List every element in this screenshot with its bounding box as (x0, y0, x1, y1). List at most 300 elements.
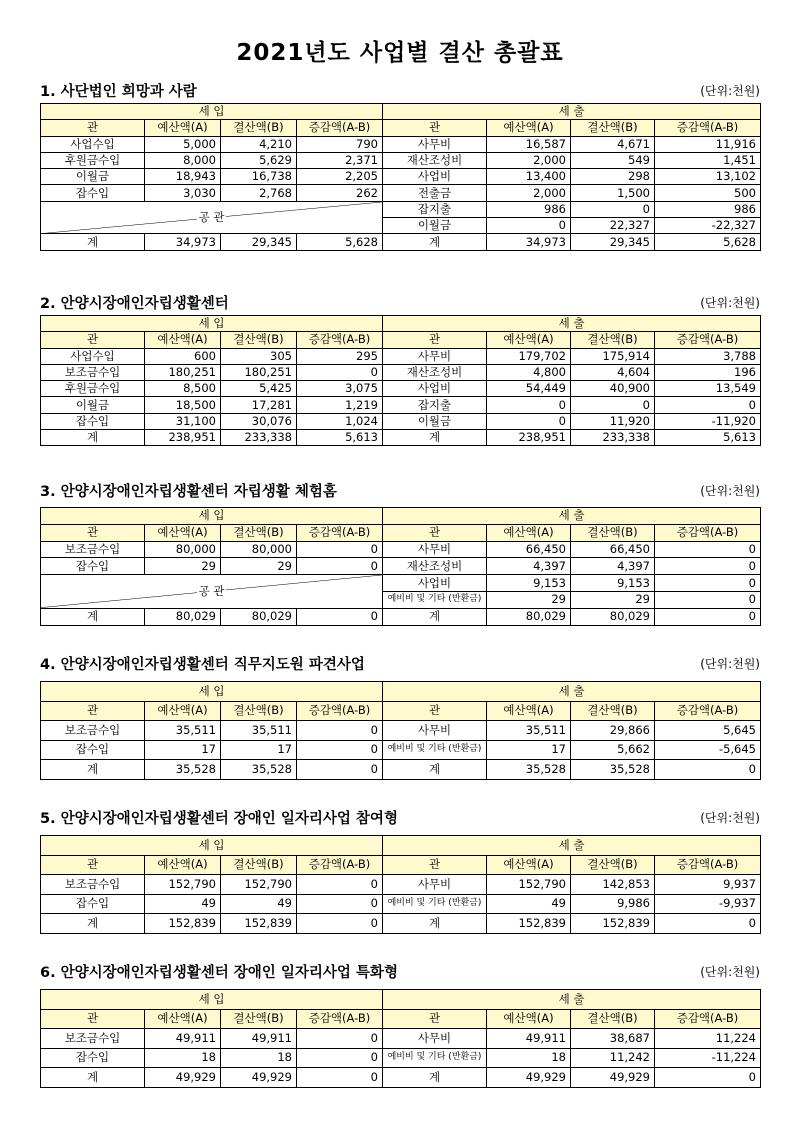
expense-difference: 500 (655, 185, 761, 201)
table-row (41, 397, 761, 413)
column-header: 증감액(A-B) (297, 1009, 383, 1029)
table-row (41, 558, 761, 575)
income-category: 보조금수입 (41, 541, 145, 558)
expense-settlement: 175,914 (571, 348, 655, 364)
income-difference: 1,024 (297, 413, 383, 429)
income-total-label: 계 (41, 760, 145, 780)
expense-total-difference: 5,628 (655, 234, 761, 250)
income-category: 보조금수입 (41, 875, 145, 895)
income-settlement: 5,425 (221, 381, 297, 397)
expense-difference: -11,920 (655, 413, 761, 429)
unit-label: (단위:천원) (700, 657, 760, 671)
income-category: 잡수입 (41, 558, 145, 575)
expense-difference: 0 (655, 558, 761, 575)
income-settlement: 305 (221, 348, 297, 364)
column-header: 예산액(A) (145, 1009, 221, 1029)
income-category: 잡수입 (41, 413, 145, 429)
column-header: 예산액(A) (487, 332, 571, 348)
column-header: 결산액(B) (221, 1009, 297, 1029)
expense-difference: 3,788 (655, 348, 761, 364)
settlement-table (40, 989, 761, 1088)
column-header: 예산액(A) (145, 332, 221, 348)
expense-budget: 152,790 (487, 875, 571, 895)
settlement-table (40, 507, 761, 626)
total-row (41, 430, 761, 446)
total-row (41, 1068, 761, 1088)
total-row (41, 914, 761, 934)
expense-category: 사무비 (383, 721, 487, 741)
expense-category: 사무비 (383, 136, 487, 152)
income-group-header: 세 입 (41, 682, 383, 702)
column-header: 예산액(A) (487, 1009, 571, 1029)
expense-difference: -9,937 (655, 894, 761, 914)
table-row (41, 875, 761, 895)
income-total-settlement: 80,029 (221, 608, 297, 625)
table-row (41, 541, 761, 558)
expense-budget: 29 (487, 591, 571, 608)
expense-budget: 4,800 (487, 364, 571, 380)
expense-difference: 0 (655, 591, 761, 608)
table-row (41, 169, 761, 185)
income-difference: 0 (297, 541, 383, 558)
expense-total-settlement: 35,528 (571, 760, 655, 780)
income-settlement: 4,210 (221, 136, 297, 152)
column-header: 예산액(A) (487, 855, 571, 875)
column-header: 증감액(A-B) (297, 524, 383, 541)
income-difference: 0 (297, 875, 383, 895)
income-budget: 35,511 (145, 721, 221, 741)
section-title: 3. 안양시장애인자립생활센터 자립생활 체험홈 (40, 484, 337, 500)
expense-category: 재산조성비 (383, 558, 487, 575)
income-settlement: 17 (221, 740, 297, 760)
income-settlement: 17,281 (221, 397, 297, 413)
income-total-label: 계 (41, 914, 145, 934)
column-header-row (41, 701, 761, 721)
column-header: 결산액(B) (221, 855, 297, 875)
expense-category: 사업비 (383, 575, 487, 592)
expense-group-header: 세 출 (383, 682, 761, 702)
income-group-header: 세 입 (41, 990, 383, 1010)
income-settlement: 80,000 (221, 541, 297, 558)
column-header: 증감액(A-B) (655, 1009, 761, 1029)
table-row (41, 348, 761, 364)
unit-label: (단위:천원) (700, 296, 760, 310)
income-budget: 600 (145, 348, 221, 364)
expense-category: 예비비 및 기타 (반환금) (383, 740, 487, 760)
expense-budget: 9,153 (487, 575, 571, 592)
income-total-budget: 152,839 (145, 914, 221, 934)
expense-settlement: 38,687 (571, 1029, 655, 1049)
column-header: 관 (383, 524, 487, 541)
expense-difference: 13,549 (655, 381, 761, 397)
column-header: 결산액(B) (221, 120, 297, 136)
income-budget: 180,251 (145, 364, 221, 380)
expense-difference: 0 (655, 541, 761, 558)
table-row (41, 413, 761, 429)
income-settlement: 16,738 (221, 169, 297, 185)
expense-category: 사무비 (383, 348, 487, 364)
column-header: 증감액(A-B) (655, 524, 761, 541)
income-difference: 0 (297, 1029, 383, 1049)
unit-label: (단위:천원) (700, 811, 760, 825)
expense-settlement: 142,853 (571, 875, 655, 895)
column-header: 결산액(B) (571, 524, 655, 541)
expense-difference: 11,224 (655, 1029, 761, 1049)
expense-budget: 13,400 (487, 169, 571, 185)
income-category: 보조금수입 (41, 721, 145, 741)
income-settlement: 29 (221, 558, 297, 575)
column-header: 관 (383, 855, 487, 875)
expense-difference: -5,645 (655, 740, 761, 760)
expense-category: 예비비 및 기타 (반환금) (383, 894, 487, 914)
expense-settlement: 29,866 (571, 721, 655, 741)
expense-difference: 13,102 (655, 169, 761, 185)
expense-settlement: 9,986 (571, 894, 655, 914)
column-header: 관 (383, 1009, 487, 1029)
expense-budget: 0 (487, 218, 571, 234)
column-header: 결산액(B) (571, 332, 655, 348)
table-row (41, 740, 761, 760)
section-title: 2. 안양시장애인자립생활센터 (40, 296, 229, 312)
income-budget: 152,790 (145, 875, 221, 895)
table-row (41, 201, 761, 217)
column-header: 예산액(A) (145, 524, 221, 541)
expense-settlement: 5,662 (571, 740, 655, 760)
expense-budget: 35,511 (487, 721, 571, 741)
column-header: 결산액(B) (221, 701, 297, 721)
income-group-header: 세 입 (41, 316, 383, 332)
expense-difference: -22,327 (655, 218, 761, 234)
expense-difference: 0 (655, 397, 761, 413)
expense-settlement: 22,327 (571, 218, 655, 234)
group-header-row (41, 508, 761, 525)
table-row (41, 381, 761, 397)
expense-category: 사업비 (383, 381, 487, 397)
expense-group-header: 세 출 (383, 836, 761, 856)
expense-settlement: 1,500 (571, 185, 655, 201)
section-title: 4. 안양시장애인자립생활센터 직무지도원 파견사업 (40, 657, 365, 673)
expense-category: 잡지출 (383, 397, 487, 413)
income-settlement: 18 (221, 1048, 297, 1068)
column-header: 결산액(B) (571, 1009, 655, 1029)
unit-label: (단위:천원) (700, 84, 760, 98)
group-header-row (41, 104, 761, 120)
income-category: 사업수입 (41, 136, 145, 152)
table-row (41, 185, 761, 201)
income-total-budget: 34,973 (145, 234, 221, 250)
expense-total-label: 계 (383, 234, 487, 250)
income-settlement: 49,911 (221, 1029, 297, 1049)
income-total-difference: 5,613 (297, 430, 383, 446)
expense-group-header: 세 출 (383, 104, 761, 120)
expense-total-settlement: 233,338 (571, 430, 655, 446)
expense-budget: 179,702 (487, 348, 571, 364)
expense-settlement: 29 (571, 591, 655, 608)
expense-total-difference: 0 (655, 608, 761, 625)
expense-budget: 54,449 (487, 381, 571, 397)
expense-total-budget: 49,929 (487, 1068, 571, 1088)
unit-label: (단위:천원) (700, 965, 760, 979)
section-header (40, 807, 760, 829)
expense-difference: 5,645 (655, 721, 761, 741)
section-header (40, 480, 760, 502)
expense-budget: 0 (487, 413, 571, 429)
income-total-settlement: 233,338 (221, 430, 297, 446)
income-category: 사업수입 (41, 348, 145, 364)
column-header: 관 (41, 332, 145, 348)
column-header-row (41, 1009, 761, 1029)
expense-budget: 49,911 (487, 1029, 571, 1049)
income-difference: 3,075 (297, 381, 383, 397)
expense-difference: 986 (655, 201, 761, 217)
income-settlement: 152,790 (221, 875, 297, 895)
income-category: 이월금 (41, 169, 145, 185)
expense-budget: 0 (487, 397, 571, 413)
expense-total-label: 계 (383, 914, 487, 934)
income-budget: 49 (145, 894, 221, 914)
expense-settlement: 298 (571, 169, 655, 185)
income-budget: 3,030 (145, 185, 221, 201)
expense-budget: 16,587 (487, 136, 571, 152)
income-settlement: 49 (221, 894, 297, 914)
blank-cell-label: 공 관 (198, 583, 225, 598)
section-title: 6. 안양시장애인자립생활센터 장애인 일자리사업 특화형 (40, 965, 398, 981)
expense-category: 사무비 (383, 541, 487, 558)
total-row (41, 760, 761, 780)
column-header: 증감액(A-B) (297, 701, 383, 721)
expense-settlement: 40,900 (571, 381, 655, 397)
expense-difference: 0 (655, 575, 761, 592)
expense-settlement: 4,671 (571, 136, 655, 152)
income-difference: 2,205 (297, 169, 383, 185)
expense-category: 재산조성비 (383, 364, 487, 380)
column-header: 관 (383, 120, 487, 136)
income-total-label: 계 (41, 234, 145, 250)
blank-cell (41, 201, 383, 234)
expense-settlement: 9,153 (571, 575, 655, 592)
income-difference: 1,219 (297, 397, 383, 413)
expense-settlement: 0 (571, 201, 655, 217)
expense-budget: 2,000 (487, 185, 571, 201)
income-category: 잡수입 (41, 740, 145, 760)
blank-cell-label: 공 관 (198, 210, 225, 225)
expense-settlement: 549 (571, 152, 655, 168)
income-budget: 5,000 (145, 136, 221, 152)
income-budget: 31,100 (145, 413, 221, 429)
income-difference: 0 (297, 558, 383, 575)
income-category: 후원금수입 (41, 152, 145, 168)
income-category: 잡수입 (41, 185, 145, 201)
section-1 (40, 80, 760, 249)
column-header: 관 (41, 1009, 145, 1029)
column-header-row (41, 524, 761, 541)
column-header: 예산액(A) (145, 120, 221, 136)
expense-budget: 2,000 (487, 152, 571, 168)
column-header: 관 (383, 332, 487, 348)
total-row (41, 234, 761, 250)
section-header (40, 80, 760, 102)
column-header: 결산액(B) (221, 332, 297, 348)
column-header: 예산액(A) (487, 120, 571, 136)
expense-total-label: 계 (383, 430, 487, 446)
table-row (41, 1048, 761, 1068)
expense-difference: 1,451 (655, 152, 761, 168)
income-group-header: 세 입 (41, 836, 383, 856)
income-total-difference: 0 (297, 760, 383, 780)
expense-total-budget: 34,973 (487, 234, 571, 250)
income-settlement: 2,768 (221, 185, 297, 201)
income-total-budget: 80,029 (145, 608, 221, 625)
settlement-table (40, 315, 761, 446)
table-row (41, 1029, 761, 1049)
income-budget: 18,943 (145, 169, 221, 185)
unit-label: (단위:천원) (700, 484, 760, 498)
expense-budget: 4,397 (487, 558, 571, 575)
expense-budget: 18 (487, 1048, 571, 1068)
column-header: 증감액(A-B) (297, 332, 383, 348)
expense-total-label: 계 (383, 608, 487, 625)
expense-total-difference: 0 (655, 1068, 761, 1088)
income-total-budget: 238,951 (145, 430, 221, 446)
expense-category: 잡지출 (383, 201, 487, 217)
table-row (41, 721, 761, 741)
income-total-budget: 35,528 (145, 760, 221, 780)
expense-total-settlement: 29,345 (571, 234, 655, 250)
income-settlement: 30,076 (221, 413, 297, 429)
income-difference: 0 (297, 721, 383, 741)
expense-difference: 11,916 (655, 136, 761, 152)
group-header-row (41, 836, 761, 856)
column-header-row (41, 332, 761, 348)
group-header-row (41, 682, 761, 702)
income-category: 잡수입 (41, 894, 145, 914)
total-row (41, 608, 761, 625)
expense-total-settlement: 49,929 (571, 1068, 655, 1088)
expense-total-settlement: 152,839 (571, 914, 655, 934)
expense-category: 이월금 (383, 413, 487, 429)
expense-total-budget: 80,029 (487, 608, 571, 625)
column-header: 결산액(B) (571, 120, 655, 136)
expense-budget: 66,450 (487, 541, 571, 558)
income-total-label: 계 (41, 430, 145, 446)
income-total-difference: 0 (297, 1068, 383, 1088)
section-header (40, 653, 760, 675)
column-header: 증감액(A-B) (655, 120, 761, 136)
income-settlement: 35,511 (221, 721, 297, 741)
expense-settlement: 11,242 (571, 1048, 655, 1068)
income-total-settlement: 29,345 (221, 234, 297, 250)
income-category: 보조금수입 (41, 1029, 145, 1049)
column-header: 관 (383, 701, 487, 721)
income-category: 이월금 (41, 397, 145, 413)
income-difference: 0 (297, 740, 383, 760)
expense-settlement: 11,920 (571, 413, 655, 429)
expense-difference: 9,937 (655, 875, 761, 895)
income-budget: 8,000 (145, 152, 221, 168)
column-header: 결산액(B) (571, 701, 655, 721)
expense-settlement: 66,450 (571, 541, 655, 558)
column-header: 증감액(A-B) (297, 855, 383, 875)
settlement-table (40, 681, 761, 780)
expense-total-settlement: 80,029 (571, 608, 655, 625)
expense-budget: 49 (487, 894, 571, 914)
column-header: 증감액(A-B) (655, 701, 761, 721)
section-3 (40, 480, 760, 624)
expense-category: 사무비 (383, 875, 487, 895)
expense-settlement: 4,604 (571, 364, 655, 380)
income-total-settlement: 49,929 (221, 1068, 297, 1088)
expense-total-budget: 152,839 (487, 914, 571, 934)
expense-category: 예비비 및 기타 (반환금) (383, 1048, 487, 1068)
expense-settlement: 0 (571, 397, 655, 413)
column-header-row (41, 855, 761, 875)
income-total-budget: 49,929 (145, 1068, 221, 1088)
table-row (41, 894, 761, 914)
expense-budget: 986 (487, 201, 571, 217)
group-header-row (41, 990, 761, 1010)
income-budget: 17 (145, 740, 221, 760)
expense-category: 사무비 (383, 1029, 487, 1049)
document-title: 2021년도 사업별 결산 총괄표 (236, 40, 564, 66)
expense-category: 재산조성비 (383, 152, 487, 168)
expense-group-header: 세 출 (383, 508, 761, 525)
column-header: 결산액(B) (221, 524, 297, 541)
section-2 (40, 292, 760, 445)
section-header (40, 292, 760, 314)
income-total-settlement: 35,528 (221, 760, 297, 780)
section-title: 1. 사단법인 희망과 사람 (40, 84, 197, 100)
income-difference: 2,371 (297, 152, 383, 168)
expense-budget: 17 (487, 740, 571, 760)
income-total-difference: 0 (297, 914, 383, 934)
income-budget: 8,500 (145, 381, 221, 397)
column-header: 관 (41, 855, 145, 875)
income-total-label: 계 (41, 608, 145, 625)
income-budget: 49,911 (145, 1029, 221, 1049)
table-row (41, 136, 761, 152)
section-header (40, 961, 760, 983)
income-difference: 295 (297, 348, 383, 364)
table-row (41, 364, 761, 380)
section-5 (40, 807, 760, 930)
income-total-settlement: 152,839 (221, 914, 297, 934)
income-category: 보조금수입 (41, 364, 145, 380)
group-header-row (41, 316, 761, 332)
column-header: 증감액(A-B) (655, 855, 761, 875)
income-difference: 790 (297, 136, 383, 152)
income-difference: 262 (297, 185, 383, 201)
expense-category: 예비비 및 기타 (반환금) (383, 591, 487, 608)
expense-category: 사업비 (383, 169, 487, 185)
column-header: 증감액(A-B) (297, 120, 383, 136)
column-header: 예산액(A) (145, 701, 221, 721)
column-header: 예산액(A) (487, 524, 571, 541)
expense-total-difference: 5,613 (655, 430, 761, 446)
income-budget: 80,000 (145, 541, 221, 558)
expense-total-label: 계 (383, 1068, 487, 1088)
column-header: 관 (41, 524, 145, 541)
expense-settlement: 4,397 (571, 558, 655, 575)
expense-category: 이월금 (383, 218, 487, 234)
income-difference: 0 (297, 364, 383, 380)
expense-total-difference: 0 (655, 914, 761, 934)
column-header: 관 (41, 701, 145, 721)
expense-difference: 196 (655, 364, 761, 380)
income-difference: 0 (297, 1048, 383, 1068)
settlement-table (40, 103, 761, 251)
section-6 (40, 961, 760, 1084)
income-settlement: 5,629 (221, 152, 297, 168)
